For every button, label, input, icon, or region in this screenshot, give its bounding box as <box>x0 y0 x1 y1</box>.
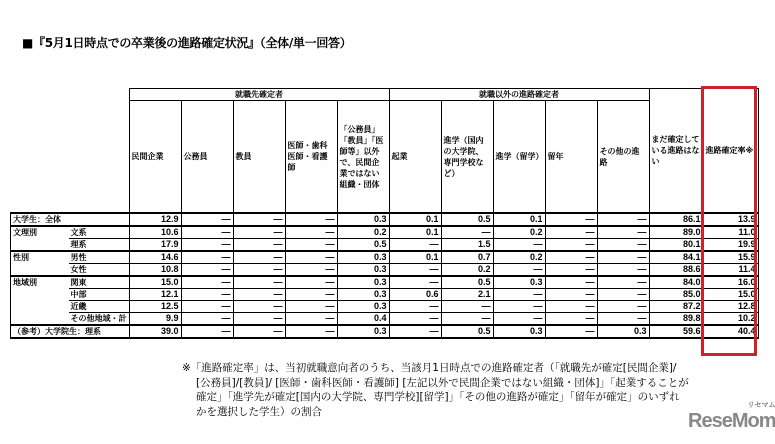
value-cell: — <box>389 313 441 326</box>
value-cell: — <box>285 325 337 338</box>
row-label: 関東 <box>69 276 130 289</box>
column-header: 医師・歯科医師・看護師 <box>285 101 337 214</box>
value-cell: 0.1 <box>389 251 441 264</box>
page-title: ■『5月1日時点での卒業後の進路確定状況』（全体/単一回答） <box>22 36 352 50</box>
value-cell: — <box>285 213 337 226</box>
value-cell: 0.3 <box>597 325 649 338</box>
row-group-label <box>11 313 69 326</box>
row-label: その他地域・計 <box>69 313 130 326</box>
value-cell: 86.1 <box>649 213 703 226</box>
value-cell: — <box>597 313 649 326</box>
column-header: 民間企業 <box>129 101 181 214</box>
row-group-label: 性別 <box>11 251 69 264</box>
footnote-line: 確定」「進学先が確定[国内の大学院、専門学校][留学]」「その他の進路が確定」「留年が確定」のいずれ <box>196 391 680 403</box>
logo-subtext: リセマム <box>747 401 775 409</box>
value-cell: — <box>181 313 233 326</box>
value-cell: — <box>181 213 233 226</box>
value-cell: — <box>181 264 233 277</box>
value-cell: — <box>285 264 337 277</box>
value-cell: — <box>441 301 493 313</box>
value-cell: — <box>545 313 597 326</box>
value-cell: — <box>389 276 441 289</box>
column-header: 起業 <box>389 101 441 214</box>
row-group-label: 地域別 <box>11 276 69 289</box>
rate-cell: 12.8 <box>703 301 758 313</box>
value-cell: — <box>545 289 597 301</box>
value-cell: 0.7 <box>441 251 493 264</box>
value-cell: 0.5 <box>441 213 493 226</box>
footnote-line: ※「進路確定率」は、当初就職意向者のうち、当該月1日時点での進路確定者（「就職先が確定[民間企業]/ <box>182 362 677 374</box>
value-cell: 0.2 <box>493 226 545 239</box>
value-cell: — <box>389 239 441 252</box>
row-label: 中部 <box>69 289 130 301</box>
value-cell: 0.1 <box>389 213 441 226</box>
career-status-table <box>10 88 759 339</box>
column-header: 「公務員」「教員」「医師等」以外で、民間企業ではない組織・団体 <box>337 101 389 214</box>
value-cell: — <box>233 313 285 326</box>
table-row <box>11 289 759 301</box>
column-header: その他の進路 <box>597 101 649 214</box>
value-cell: 0.3 <box>337 301 389 313</box>
value-cell: — <box>233 325 285 338</box>
value-cell: — <box>493 239 545 252</box>
rate-cell: 11.4 <box>703 264 758 277</box>
row-group-label <box>11 264 69 277</box>
value-cell: 0.3 <box>493 276 545 289</box>
footnote <box>182 361 689 419</box>
value-cell: 1.5 <box>441 239 493 252</box>
rate-cell: 10.2 <box>703 313 758 326</box>
value-cell: 0.6 <box>389 289 441 301</box>
value-cell: 0.3 <box>337 276 389 289</box>
value-cell: — <box>597 276 649 289</box>
column-header: 公務員 <box>181 101 233 214</box>
row-label: （参考）大学院生：理系 <box>11 325 130 338</box>
column-header: 留年 <box>545 101 597 214</box>
value-cell: — <box>233 226 285 239</box>
rate-cell: 13.9 <box>703 213 758 226</box>
value-cell: 10.8 <box>129 264 181 277</box>
value-cell: — <box>545 251 597 264</box>
row-label: 女性 <box>69 264 130 277</box>
row-group-label <box>11 289 69 301</box>
value-cell: 89.0 <box>649 226 703 239</box>
column-header-rate: 進路確定率※ <box>703 89 758 214</box>
value-cell: 0.3 <box>337 325 389 338</box>
value-cell: — <box>597 301 649 313</box>
table-row <box>11 313 759 326</box>
value-cell: 10.6 <box>129 226 181 239</box>
value-cell: 15.0 <box>129 276 181 289</box>
value-cell: — <box>181 251 233 264</box>
rate-cell: 19.9 <box>703 239 758 252</box>
value-cell: — <box>545 301 597 313</box>
table-row <box>11 301 759 313</box>
value-cell: 0.5 <box>441 325 493 338</box>
value-cell: 0.3 <box>493 325 545 338</box>
value-cell: — <box>389 325 441 338</box>
value-cell: 9.9 <box>129 313 181 326</box>
value-cell: 0.3 <box>337 213 389 226</box>
rate-cell: 11.0 <box>703 226 758 239</box>
row-group-label <box>11 239 69 252</box>
value-cell: — <box>545 264 597 277</box>
value-cell: — <box>233 264 285 277</box>
table-row <box>11 325 759 338</box>
table-row <box>11 264 759 277</box>
value-cell: 17.9 <box>129 239 181 252</box>
value-cell: — <box>233 289 285 301</box>
value-cell: 80.1 <box>649 239 703 252</box>
table-row <box>11 239 759 252</box>
value-cell: 0.1 <box>493 213 545 226</box>
value-cell: 0.3 <box>337 251 389 264</box>
value-cell: — <box>389 301 441 313</box>
value-cell: — <box>285 226 337 239</box>
value-cell: — <box>233 213 285 226</box>
value-cell: 89.8 <box>649 313 703 326</box>
value-cell: — <box>493 264 545 277</box>
column-header: 進学（留学） <box>493 101 545 214</box>
value-cell: — <box>285 276 337 289</box>
row-group-label: 文理別 <box>11 226 69 239</box>
value-cell: 85.0 <box>649 289 703 301</box>
value-cell: 59.6 <box>649 325 703 338</box>
logo-text: ReseMom <box>688 410 775 432</box>
value-cell: 12.5 <box>129 301 181 313</box>
value-cell: — <box>233 251 285 264</box>
rate-highlight-box <box>701 86 757 356</box>
value-cell: 0.1 <box>389 226 441 239</box>
value-cell: — <box>597 251 649 264</box>
value-cell: — <box>285 313 337 326</box>
table-row <box>11 213 759 226</box>
value-cell: 0.2 <box>493 251 545 264</box>
value-cell: 0.4 <box>337 313 389 326</box>
value-cell: 39.0 <box>129 325 181 338</box>
value-cell: — <box>233 276 285 289</box>
value-cell: 87.2 <box>649 301 703 313</box>
rate-cell: 40.4 <box>703 325 758 338</box>
rate-cell: 16.0 <box>703 276 758 289</box>
row-group-label <box>11 301 69 313</box>
table-row <box>11 251 759 264</box>
value-cell: — <box>233 301 285 313</box>
value-cell: 14.6 <box>129 251 181 264</box>
value-cell: 88.6 <box>649 264 703 277</box>
column-header: 進学（国内の大学院、専門学校など） <box>441 101 493 214</box>
value-cell: — <box>389 264 441 277</box>
value-cell: — <box>545 213 597 226</box>
value-cell: 2.1 <box>441 289 493 301</box>
resemom-logo <box>688 401 775 432</box>
footnote-line: かを選択した学生）の割合 <box>196 405 322 418</box>
value-cell: 12.9 <box>129 213 181 226</box>
table-row <box>11 276 759 289</box>
value-cell: — <box>597 264 649 277</box>
value-cell: — <box>233 239 285 252</box>
column-header: まだ確定している進路はない <box>649 89 703 214</box>
value-cell: 0.5 <box>441 276 493 289</box>
value-cell: 0.2 <box>337 226 389 239</box>
table-row <box>11 226 759 239</box>
row-label: 理系 <box>69 239 130 252</box>
value-cell: — <box>545 239 597 252</box>
value-cell: — <box>493 301 545 313</box>
value-cell: — <box>285 301 337 313</box>
value-cell: 84.0 <box>649 276 703 289</box>
value-cell: — <box>441 226 493 239</box>
value-cell: — <box>597 239 649 252</box>
value-cell: 0.3 <box>337 289 389 301</box>
value-cell: — <box>181 226 233 239</box>
value-cell: 84.1 <box>649 251 703 264</box>
value-cell: — <box>597 213 649 226</box>
row-label: 近畿 <box>69 301 130 313</box>
value-cell: — <box>181 239 233 252</box>
value-cell: — <box>493 313 545 326</box>
row-label: 大学生：全体 <box>11 213 130 226</box>
value-cell: — <box>597 289 649 301</box>
value-cell: — <box>181 301 233 313</box>
value-cell: — <box>181 289 233 301</box>
value-cell: 0.5 <box>337 239 389 252</box>
value-cell: 0.3 <box>337 264 389 277</box>
row-label: 文系 <box>69 226 130 239</box>
group-header-other: 就職以外の進路確定者 <box>389 89 649 101</box>
rate-cell: 15.9 <box>703 251 758 264</box>
column-header: 教員 <box>233 101 285 214</box>
value-cell: — <box>493 289 545 301</box>
value-cell: — <box>285 289 337 301</box>
value-cell: 12.1 <box>129 289 181 301</box>
value-cell: — <box>285 251 337 264</box>
value-cell: — <box>545 325 597 338</box>
value-cell: — <box>545 226 597 239</box>
value-cell: — <box>181 325 233 338</box>
footnote-line: [公務員]/[教員]/ [医師・歯科医師・看護師] [左記以外で民間企業ではない組織・団体]」「起業することが <box>196 376 689 389</box>
row-label: 男性 <box>69 251 130 264</box>
value-cell: 0.2 <box>441 264 493 277</box>
rate-cell: 15.0 <box>703 289 758 301</box>
group-header-employment: 就職先確定者 <box>129 89 389 101</box>
value-cell: — <box>181 276 233 289</box>
value-cell: — <box>597 226 649 239</box>
value-cell: — <box>545 276 597 289</box>
value-cell: — <box>441 313 493 326</box>
value-cell: — <box>285 239 337 252</box>
